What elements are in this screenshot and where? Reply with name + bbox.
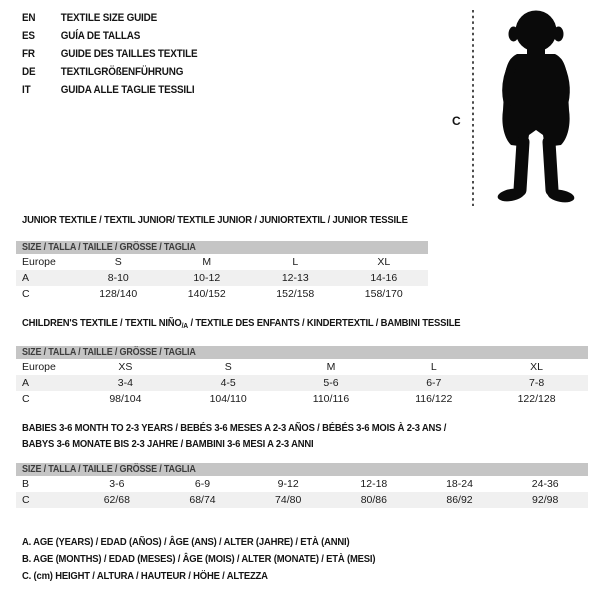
junior-table — [16, 241, 428, 302]
footnote-c: C. (cm) HEIGHT / ALTURA / HAUTEUR / HÖHE / ALTEZZA — [22, 570, 268, 582]
table-row-age — [16, 375, 588, 391]
footnote-a: A. AGE (YEARS) / EDAD (AÑOS) / ÂGE (ANS) / ALTER (JAHRE) / ETÀ (ANNI) — [22, 536, 350, 548]
children-table — [16, 346, 588, 407]
table-row-europe — [16, 359, 588, 375]
value-cell: 62/68 — [103, 494, 130, 506]
size-cell: L — [292, 256, 299, 268]
language-row — [22, 81, 197, 99]
value-cell: 110/116 — [312, 393, 350, 405]
row-label: B — [22, 478, 30, 490]
size-cell: M — [202, 256, 212, 268]
language-code: ES — [22, 30, 35, 42]
value-cell: 6-9 — [194, 478, 211, 490]
value-cell: 122/128 — [517, 393, 556, 405]
value-cell: 6-7 — [426, 377, 442, 389]
table-row-months — [16, 476, 588, 492]
table-row-height — [16, 286, 428, 302]
language-row — [22, 63, 197, 81]
value-cell: 14-16 — [370, 272, 398, 284]
value-cell: 4-5 — [220, 377, 236, 389]
title-subscript: /A — [181, 321, 189, 330]
value-cell: 116/122 — [415, 393, 453, 405]
language-row — [22, 9, 197, 27]
junior-table-title: JUNIOR TEXTILE / TEXTIL JUNIOR/ TEXTILE JUNIOR / JUNIORTEXTIL / JUNIOR TESSILE — [22, 214, 408, 226]
row-label: A — [22, 272, 30, 284]
row-label: Europe — [22, 361, 56, 373]
measure-label-c: C — [452, 114, 461, 128]
value-cell: 24-36 — [531, 478, 559, 490]
row-label: C — [22, 288, 30, 300]
size-header-band: SIZE / TALLA / TAILLE / GRÖSSE / TAGLIA — [16, 346, 588, 359]
size-cell: M — [326, 361, 336, 373]
value-cell: 3-4 — [117, 377, 133, 389]
value-cell: 9-12 — [277, 478, 299, 490]
value-cell: 140/152 — [187, 288, 226, 300]
table-row-height — [16, 492, 588, 508]
value-cell: 128/140 — [99, 288, 138, 300]
language-label: GUIDA ALLE TAGLIE TESSILI — [60, 84, 195, 96]
value-cell: 152/158 — [276, 288, 315, 300]
size-cell: S — [224, 361, 232, 373]
row-label: C — [22, 494, 30, 506]
language-label: GUÍA DE TALLAS — [60, 30, 141, 42]
baby-height-figure — [448, 4, 595, 212]
babies-title-line2: BABYS 3-6 MONATE BIS 2-3 JAHRE / BAMBINI 3-6 MESI A 2-3 ANNI — [22, 438, 314, 450]
language-row — [22, 27, 197, 45]
size-cell: XL — [377, 256, 391, 268]
value-cell: 74/80 — [275, 494, 302, 506]
table-row-height — [16, 391, 588, 407]
value-cell: 68/74 — [189, 494, 216, 506]
footnote-b: B. AGE (MONTHS) / EDAD (MESES) / ÂGE (MOIS) / ALTER (MONATE) / ETÀ (MESI) — [22, 553, 376, 565]
size-cell: XL — [530, 361, 543, 373]
size-header-band: SIZE / TALLA / TAILLE / GRÖSSE / TAGLIA — [16, 241, 428, 254]
value-cell: 80/86 — [360, 494, 387, 506]
babies-table-title — [22, 420, 446, 452]
value-cell: 158/170 — [364, 288, 403, 300]
language-code: DE — [22, 66, 36, 78]
value-cell: 86/92 — [446, 494, 473, 506]
language-row — [22, 45, 197, 63]
language-label: GUIDE DES TAILLES TEXTILE — [60, 48, 198, 60]
language-code: FR — [22, 48, 35, 60]
footnotes — [22, 534, 375, 585]
language-label: TEXTILE SIZE GUIDE — [60, 12, 158, 24]
children-table-title: CHILDREN'S TEXTILE / TEXTIL NIÑO/A / TEXTILE DES ENFANTS / KINDERTEXTIL / BAMBINI TESSILE — [22, 317, 461, 330]
value-cell: 12-13 — [281, 272, 309, 284]
table-row-europe — [16, 254, 428, 270]
language-code: IT — [22, 84, 31, 96]
size-header-band: SIZE / TALLA / TAILLE / GRÖSSE / TAGLIA — [16, 463, 588, 476]
value-cell: 104/110 — [209, 393, 247, 405]
value-cell: 12-18 — [360, 478, 388, 490]
row-label: C — [22, 393, 30, 405]
table-row-age — [16, 270, 428, 286]
size-cell: L — [430, 361, 437, 373]
babies-table — [16, 463, 588, 508]
value-cell: 10-12 — [193, 272, 221, 284]
language-label: TEXTILGRÖßENFÜHRUNG — [60, 66, 184, 78]
size-cell: XS — [118, 361, 133, 373]
value-cell: 7-8 — [528, 377, 545, 389]
value-cell: 92/98 — [532, 494, 559, 506]
language-code: EN — [22, 12, 36, 24]
babies-title-line1: BABIES 3-6 MONTH TO 2-3 YEARS / BEBÉS 3-6 MESES A 2-3 AÑOS / BÉBÉS 3-6 MOIS À 2-3 ANS / — [22, 422, 447, 434]
value-cell: 18-24 — [446, 478, 473, 490]
baby-silhouette — [497, 11, 576, 205]
size-cell: S — [114, 256, 122, 268]
value-cell: 98/104 — [109, 393, 142, 405]
value-cell: 8-10 — [107, 272, 129, 284]
row-label: Europe — [22, 256, 56, 268]
value-cell: 3-6 — [109, 478, 125, 490]
row-label: A — [22, 377, 30, 389]
value-cell: 5-6 — [323, 377, 339, 389]
language-list — [22, 9, 197, 99]
